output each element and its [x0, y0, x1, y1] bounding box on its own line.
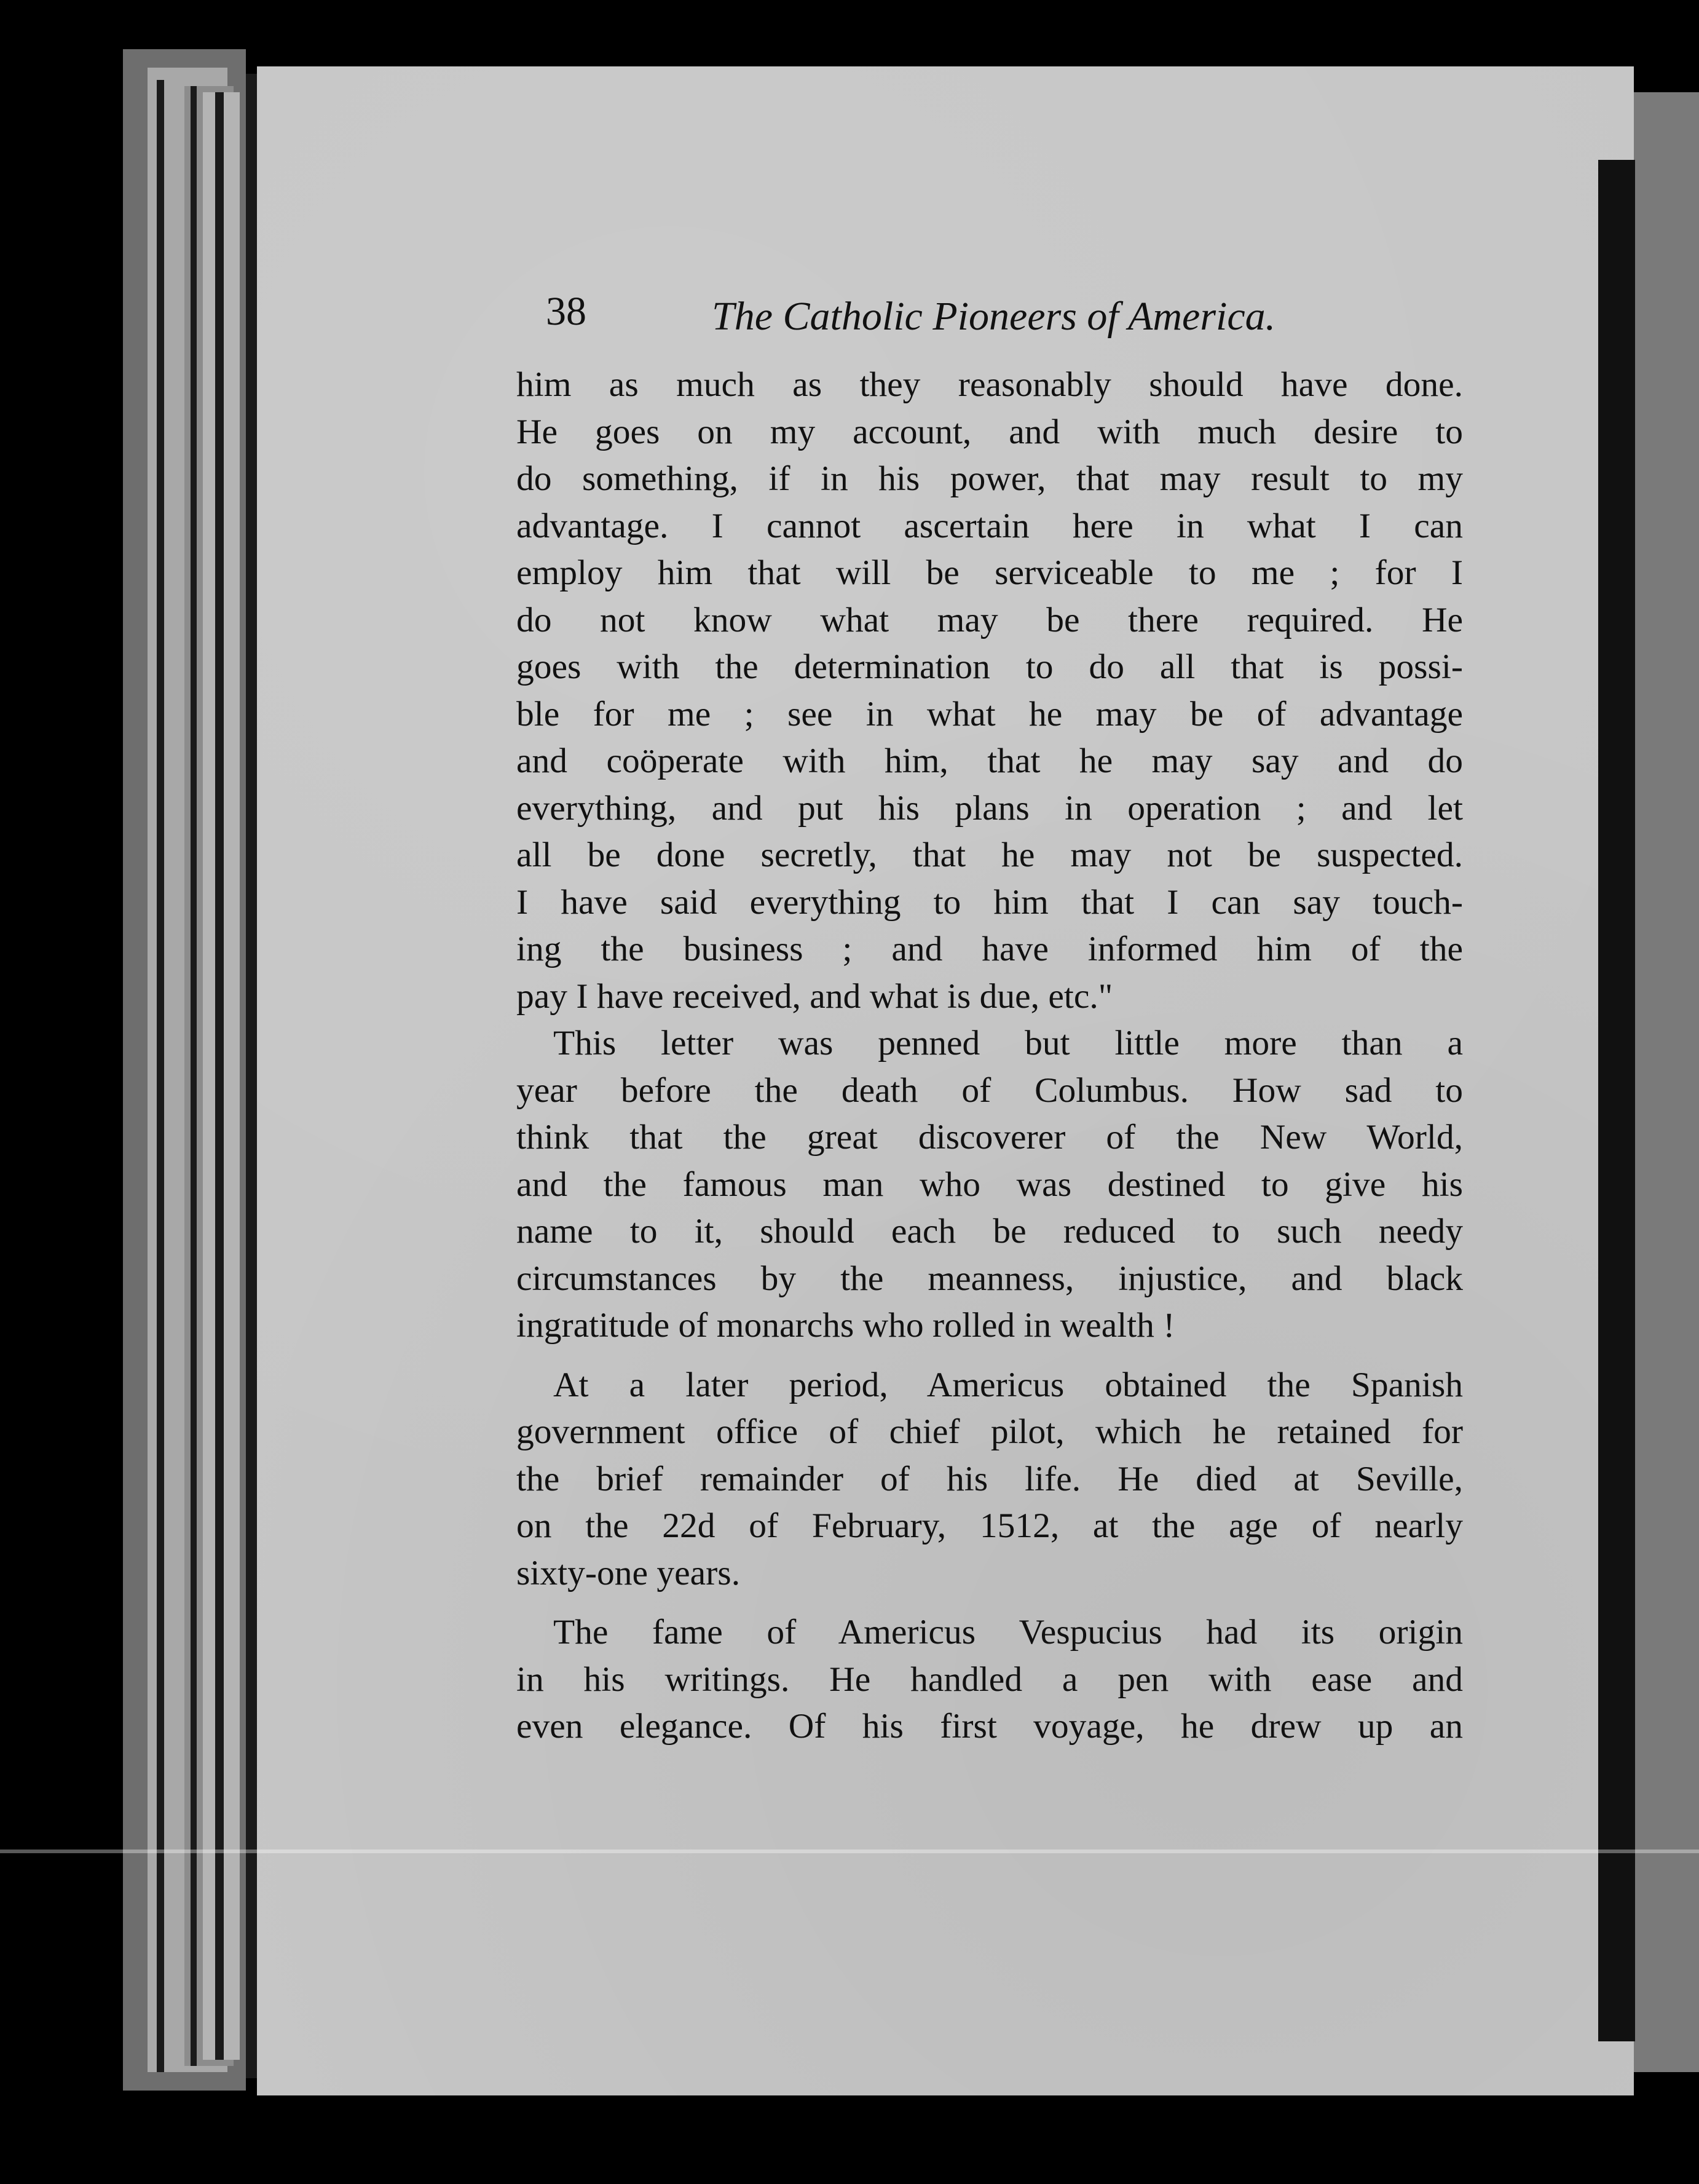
gutter-shadow	[1598, 160, 1635, 2041]
text-line: pay I have received, and what is due, etc."	[516, 976, 1113, 1016]
text-line: and coöperate with him, that he may say and do	[516, 742, 1463, 780]
text-line: name to it, should each be reduced to such needy	[516, 1212, 1463, 1251]
text-line: This letter was penned but little more than a	[553, 1024, 1463, 1062]
text-line: him as much as they reasonably should have done.	[516, 365, 1463, 404]
text-line: on the 22d of February, 1512, at the age of nearly	[516, 1506, 1463, 1545]
text-line: The fame of Americus Vespucius had its origin	[553, 1613, 1463, 1652]
text-line: the brief remainder of his life. He died at Seville,	[516, 1459, 1463, 1498]
text-line: advantage. I cannot ascertain here in what I can	[516, 506, 1463, 545]
text-line: everything, and put his plans in operation ; and let	[516, 788, 1463, 828]
text-line: all be done secretly, that he may not be suspected.	[516, 836, 1463, 874]
text-line: ing the business ; and have informed him of the	[516, 930, 1463, 968]
text-line: employ him that will be serviceable to me ; for I	[516, 553, 1463, 592]
text-line: circumstances by the meanness, injustice, and black	[516, 1259, 1463, 1298]
text-line: government office of chief pilot, which he retained for	[516, 1412, 1463, 1451]
page-number: 38	[546, 289, 586, 334]
text-line: do something, if in his power, that may result to my	[516, 459, 1463, 498]
body-text	[516, 362, 1463, 1751]
page-edge-shadow	[157, 80, 164, 2072]
text-line: sixty-one years.	[516, 1553, 741, 1593]
text-line: ingratitude of monarchs who rolled in wealth !	[516, 1306, 1175, 1345]
text-line: goes with the determination to do all that is possi-	[516, 647, 1463, 686]
page-edge-shadow	[191, 86, 197, 2066]
running-head: The Catholic Pioneers of America.	[712, 294, 1276, 339]
page-header	[546, 284, 1314, 346]
page-edge-shadow	[246, 74, 257, 2078]
scan-artifact-line	[0, 1850, 1699, 1853]
text-line: think that the great discoverer of the New World,	[516, 1118, 1463, 1157]
text-line: At a later period, Americus obtained the Spanish	[553, 1365, 1463, 1404]
text-line: He goes on my account, and with much desire to	[516, 412, 1463, 451]
text-line: do not know what may be there required. He	[516, 600, 1463, 639]
text-line: I have said everything to him that I can say touch-	[516, 882, 1463, 922]
text-line: year before the death of Columbus. How sad to	[516, 1070, 1463, 1110]
text-line: in his writings. He handled a pen with ease and	[516, 1660, 1463, 1699]
text-line: even elegance. Of his first voyage, he drew up an	[516, 1707, 1463, 1746]
page-edge-shadow	[215, 92, 224, 2060]
text-line: and the famous man who was destined to give his	[516, 1165, 1463, 1204]
text-line: ble for me ; see in what he may be of advantage	[516, 694, 1463, 734]
